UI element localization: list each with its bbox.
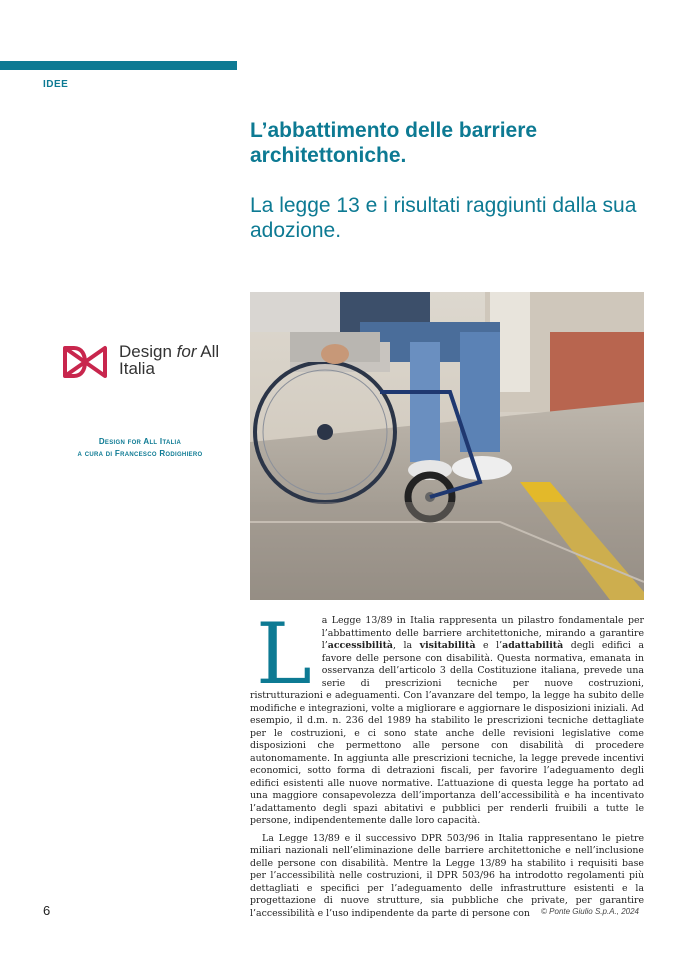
logo-brand-subtext: Italia	[119, 359, 155, 378]
drop-cap: L	[256, 605, 312, 703]
credit-author: a cura di Francesco Rodighiero	[77, 449, 203, 458]
wheelchair-photo	[250, 292, 644, 600]
page-number: 6	[43, 903, 51, 918]
design-for-all-logo-icon	[62, 345, 108, 379]
section-label: IDEE	[43, 79, 69, 90]
logo-brand-text: Design for All	[119, 342, 220, 361]
article-paragraph: L a Legge 13/89 in Italia rappresenta un pilastro fondamentale per l’abbattimento delle barriere architettoniche, mirando a garantire l’accessibilità, la visitabilità e l’adattabilità degli edifici a favore delle persone con disabilità. Questa normativa, emanata in osservanza dell’articolo 3 della Costituzione italiana, prevede una serie di prescrizioni tecniche per nuove costruzioni, ristrutturazioni e adeguamenti. Con l’avanzare del tempo, la legge ha subito delle modifiche e integrazioni, volte a migliorare e aggiornare le disposizioni iniziali. Ad esempio, il d.m. n. 236 del 1989 ha stabilito le prescrizioni tecniche dettagliate per le costruzioni, e ci sono state anche delle revisioni legislative come disposizioni che permettono alle persone con disabilità di procedere autonomamente. In aggiunta alle prescrizioni tecniche, la legge prevede incentivi economici, sotto forma di detrazioni fiscali, per favorire l’adeguamento degli edifici esistenti alle nuove normative. L’attuazione di questa legge ha portato ad una maggiore consapevolezza dell’importanza dell’accessibilità e ha incentivato l’adattamento degli spazi abitativi e pubblici per renderli fruibili a tutte le persone, indipendentemente dalle loro capacità.	[250, 605, 644, 826]
article-body	[250, 605, 644, 925]
copyright-notice: © Ponte Giulio S.p.A., 2024	[541, 907, 639, 916]
article-subtitle: La legge 13 e i risultati raggiunti dalla sua adozione.	[250, 194, 637, 242]
header-accent-bar	[0, 61, 237, 70]
author-credit	[40, 436, 240, 460]
design-for-all-logo	[62, 343, 232, 383]
credit-organization: Design for All Italia	[98, 437, 182, 446]
article-title: L’abbattimento delle barriere architettoniche.	[250, 119, 538, 167]
article-paragraph: La Legge 13/89 e il successivo DPR 503/96 in Italia rappresentano le pietre miliari nazionali nell’eliminazione delle barriere architettoniche e nell’inclusione delle persone con disabilità. Mentre la Legge 13/89 ha stabilito i requisiti base per l’accessibilità nelle costruzioni, il DPR 503/96 ha introdotto regolamenti più dettagliati e specifici per l’adeguamento delle infrastrutture esistenti e la progettazione di nuove strutture, sia pubbliche che private, per garantire l’accessibilità e l’uso indipendente da parte di persone con	[250, 832, 644, 919]
